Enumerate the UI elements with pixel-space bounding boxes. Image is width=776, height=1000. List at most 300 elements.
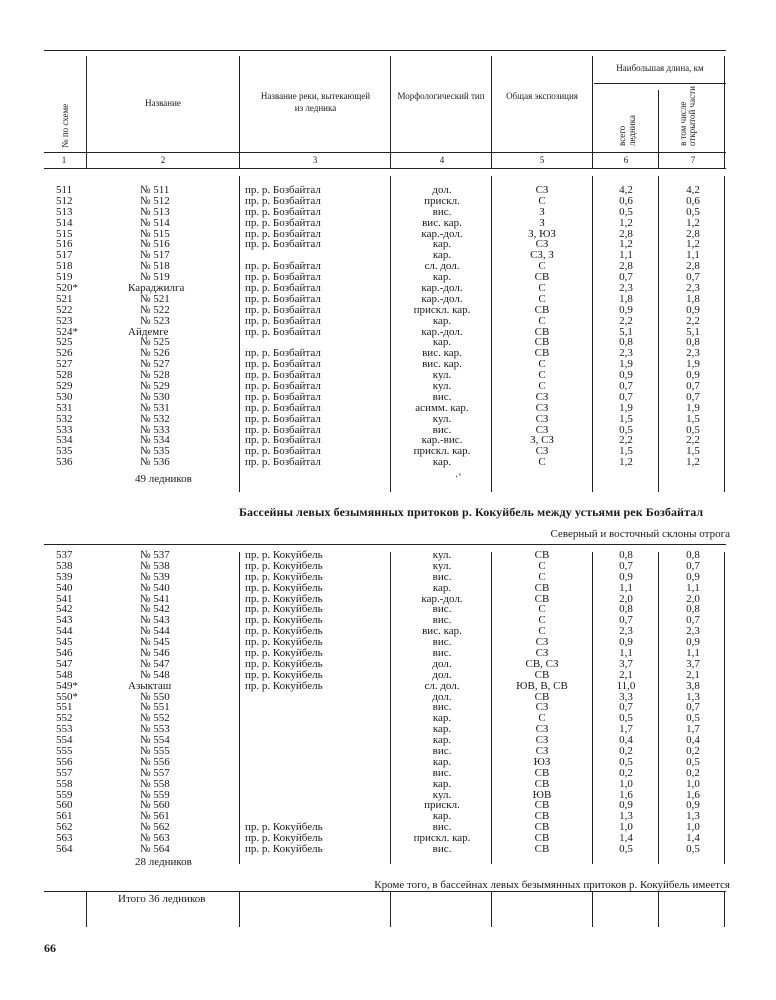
morph-type: прискл. кар. — [413, 832, 471, 845]
glacier-number: 537 — [56, 549, 73, 561]
morph-type: вис. — [432, 843, 452, 856]
glacier-number: 521 — [56, 292, 73, 305]
header-col4: Морфологический тип — [397, 91, 485, 101]
exposure: СВ — [534, 843, 550, 856]
exposure: ЮЗ — [533, 755, 551, 768]
river-name: пр. р. Кокуйбель — [245, 614, 323, 627]
table-row — [0, 348, 776, 359]
glacier-name: № 546 — [140, 647, 170, 660]
length-total: 0,5 — [619, 205, 633, 218]
length-open: 0,2 — [686, 745, 700, 758]
glacier-name: № 526 — [140, 347, 170, 360]
colnum-4: 4 — [439, 155, 445, 165]
exposure: СЗ — [535, 390, 549, 403]
total-vrule — [239, 891, 240, 927]
glacier-number: 517 — [56, 249, 73, 262]
table-row — [0, 790, 776, 801]
length-open: 0,8 — [686, 336, 700, 349]
glacier-name: № 538 — [140, 559, 170, 572]
river-name: пр. р. Кокуйбель — [245, 603, 323, 616]
length-open: 0,8 — [686, 603, 700, 616]
river-name: пр. р. Кокуйбель — [245, 559, 323, 572]
colnum-6: 6 — [623, 155, 629, 165]
glacier-number: 550* — [56, 690, 78, 703]
length-total: 1,2 — [619, 216, 633, 229]
exposure: СЗ — [535, 734, 549, 747]
glacier-name: № 559 — [140, 788, 170, 801]
glacier-number: 564 — [56, 843, 73, 856]
length-open: 0,9 — [686, 570, 700, 583]
length-open: 1,9 — [686, 401, 700, 414]
exposure: СВ — [534, 766, 550, 779]
length-total: 0,5 — [619, 712, 633, 725]
table-row — [0, 702, 776, 713]
morph-type: дол. — [432, 690, 452, 703]
glacier-name: № 518 — [140, 260, 170, 273]
total-vrule — [658, 891, 659, 927]
total-vrule — [491, 891, 492, 927]
length-open: 1,5 — [686, 412, 700, 425]
glacier-number: 540 — [56, 581, 73, 594]
section-title: Бассейны левых безымянных притоков р. Кокуйбель между устьями рек Бозбайтал — [239, 505, 704, 519]
glacier-number: 551 — [56, 701, 73, 714]
length-total: 0,9 — [619, 570, 633, 583]
total-text: Итого 36 ледников — [118, 893, 206, 905]
table-row — [0, 294, 776, 305]
river-name: пр. р. Кокуйбель — [245, 832, 323, 845]
morph-type: кар.-дол. — [421, 592, 463, 605]
length-open: 1,1 — [686, 581, 700, 594]
glacier-number: 545 — [56, 636, 73, 649]
glacier-name: № 556 — [140, 755, 170, 768]
glacier-number: 527 — [56, 358, 73, 371]
morph-type: вис. — [432, 636, 452, 649]
morph-type: прискл. кар. — [413, 445, 471, 458]
table-row — [0, 403, 776, 414]
glacier-name: № 557 — [140, 766, 170, 779]
length-total: 1,0 — [619, 821, 633, 834]
morph-type: кар.-дол. — [421, 292, 463, 305]
glacier-name: № 521 — [140, 292, 170, 305]
exposure: СВ — [534, 271, 550, 284]
table-row — [0, 779, 776, 790]
length-open: 1,2 — [686, 456, 700, 469]
exposure: СЗ — [535, 412, 549, 425]
river-name: пр. р. Бозбайтал — [245, 205, 321, 218]
morph-type: вис. — [432, 390, 452, 403]
length-open: 0,9 — [686, 799, 700, 812]
table-row — [0, 735, 776, 746]
morph-type: кар.-дол. — [421, 282, 463, 295]
glacier-number: 533 — [56, 423, 73, 436]
glacier-number: 532 — [56, 412, 73, 425]
morph-type: прискл. — [424, 799, 460, 812]
length-total: 2,3 — [619, 282, 633, 295]
river-name: пр. р. Кокуйбель — [245, 679, 323, 692]
river-name: пр. р. Бозбайтал — [245, 358, 321, 371]
table-row — [0, 583, 776, 594]
morph-type: сл. дол. — [424, 679, 460, 692]
glacier-name: № 514 — [140, 216, 170, 229]
glacier-number: 562 — [56, 821, 73, 834]
glacier-number: 513 — [56, 205, 73, 218]
exposure: СЗ — [535, 647, 549, 660]
header-vrule — [390, 56, 391, 168]
glacier-number: 511 — [56, 184, 73, 196]
glacier-number: 512 — [56, 194, 73, 207]
exposure: СВ, СЗ — [525, 657, 559, 670]
glacier-number: 522 — [56, 303, 73, 316]
table-row — [0, 370, 776, 381]
exposure: СВ — [534, 821, 550, 834]
glacier-number: 535 — [56, 445, 73, 458]
morph-type: вис. — [432, 614, 452, 627]
table-row — [0, 359, 776, 370]
exposure: СВ — [534, 336, 550, 349]
length-total: 1,8 — [619, 292, 633, 305]
length-total: 3,7 — [619, 657, 633, 670]
glacier-name: № 545 — [140, 636, 170, 649]
exposure: ЮВ — [532, 788, 552, 801]
morph-type: кар.-вис. — [421, 434, 463, 447]
length-open: 0,5 — [686, 755, 700, 768]
glacier-name: № 512 — [140, 194, 170, 207]
length-open: 2,2 — [686, 434, 700, 447]
river-name: пр. р. Бозбайтал — [245, 390, 321, 403]
total-top-rule — [44, 891, 726, 892]
header-col3: Название реки, вытекающей из ледника — [260, 91, 371, 113]
length-open: 2,2 — [686, 314, 700, 327]
glacier-name: № 513 — [140, 205, 170, 218]
length-total: 0,7 — [619, 390, 633, 403]
exposure: СЗ — [535, 636, 549, 649]
exposure: СВ — [534, 592, 550, 605]
header-col7: в том числе открытой части — [678, 86, 697, 146]
glacier-name: № 554 — [140, 734, 170, 747]
glacier-number: 546 — [56, 647, 73, 660]
length-total: 1,6 — [619, 788, 633, 801]
length-total: 0,7 — [619, 559, 633, 572]
length-open: 1,3 — [686, 810, 700, 823]
header-vrule — [239, 56, 240, 168]
river-name: пр. р. Кокуйбель — [245, 570, 323, 583]
table-row — [0, 337, 776, 348]
length-total: 1,3 — [619, 810, 633, 823]
length-total: 2,2 — [619, 314, 633, 327]
glacier-name: № 539 — [140, 570, 170, 583]
header-bottom-rule — [44, 168, 726, 169]
table-row — [0, 457, 776, 468]
table-row — [0, 713, 776, 724]
glacier-name: № 548 — [140, 668, 170, 681]
table-row — [0, 272, 776, 283]
morph-type: кар. — [432, 810, 452, 823]
length-total: 0,9 — [619, 369, 633, 382]
river-name: пр. р. Бозбайтал — [245, 369, 321, 382]
exposure: СВ — [534, 777, 550, 790]
table-row — [0, 594, 776, 605]
header-col5: Общая экспозиция — [506, 91, 578, 101]
table-row — [0, 561, 776, 572]
length-total: 1,5 — [619, 412, 633, 425]
river-name: пр. р. Бозбайтал — [245, 184, 321, 196]
glacier-name: № 528 — [140, 369, 170, 382]
length-total: 1,2 — [619, 238, 633, 251]
table-row — [0, 446, 776, 457]
exposure: С — [538, 625, 546, 638]
length-total: 0,9 — [619, 799, 633, 812]
glacier-name: № 535 — [140, 445, 170, 458]
length-open: 2,0 — [686, 592, 700, 605]
morph-type: вис. кар. — [422, 216, 462, 229]
length-total: 0,7 — [619, 614, 633, 627]
table-row — [0, 800, 776, 811]
table-row — [0, 637, 776, 648]
length-open: 0,7 — [686, 380, 700, 393]
length-open: 4,2 — [686, 184, 700, 196]
morph-type: кар.-дол. — [421, 227, 463, 240]
table-row — [0, 381, 776, 392]
header-group-rule — [594, 83, 726, 84]
morph-type: прискл. кар. — [413, 303, 471, 316]
glacier-number: 525 — [56, 336, 73, 349]
colnum-5: 5 — [539, 155, 545, 165]
length-total: 0,9 — [619, 636, 633, 649]
morph-type: кар. — [432, 723, 452, 736]
length-total: 0,7 — [619, 380, 633, 393]
glacier-name: № 515 — [140, 227, 170, 240]
table-row — [0, 392, 776, 403]
table-row — [0, 822, 776, 833]
exposure: З — [539, 205, 545, 218]
table-row — [0, 250, 776, 261]
exposure: СЗ — [535, 701, 549, 714]
glacier-name: № 563 — [140, 832, 170, 845]
glacier-name: № 523 — [140, 314, 170, 327]
river-name: пр. р. Кокуйбель — [245, 592, 323, 605]
glacier-name: № 525 — [140, 336, 170, 349]
block2-summary: 28 ледников — [135, 856, 192, 868]
glacier-name: № 561 — [140, 810, 170, 823]
glacier-number: 555 — [56, 745, 73, 758]
length-total: 0,5 — [619, 423, 633, 436]
morph-type: кул. — [432, 788, 452, 801]
exposure: С — [538, 712, 546, 725]
length-total: 0,6 — [619, 194, 633, 207]
length-total: 1,0 — [619, 777, 633, 790]
exposure: С — [538, 314, 546, 327]
length-open: 3,7 — [686, 657, 700, 670]
length-open: 0,5 — [686, 205, 700, 218]
length-open: 0,7 — [686, 390, 700, 403]
glacier-name: № 527 — [140, 358, 170, 371]
morph-type: кар. — [432, 238, 452, 251]
length-total: 0,2 — [619, 745, 633, 758]
river-name: пр. р. Бозбайтал — [245, 260, 321, 273]
length-open: 0,5 — [686, 843, 700, 856]
morph-type: вис. — [432, 205, 452, 218]
table-row — [0, 239, 776, 250]
length-open: 0,7 — [686, 701, 700, 714]
glacier-number: 538 — [56, 559, 73, 572]
table-row — [0, 648, 776, 659]
glacier-name: № 555 — [140, 745, 170, 758]
length-open: 0,5 — [686, 712, 700, 725]
table-block-2 — [0, 550, 776, 855]
length-open: 0,5 — [686, 423, 700, 436]
glacier-number: 536 — [56, 456, 73, 469]
glacier-name: № 542 — [140, 603, 170, 616]
glacier-name: № 560 — [140, 799, 170, 812]
glacier-name: Караджилга — [128, 282, 185, 295]
exposure: С — [538, 380, 546, 393]
colnum-7: 7 — [690, 155, 696, 165]
length-total: 1,1 — [619, 249, 633, 262]
exposure: СЗ — [535, 423, 549, 436]
exposure: С — [538, 260, 546, 273]
table-row — [0, 615, 776, 626]
river-name: пр. р. Бозбайтал — [245, 194, 321, 207]
header-top-rule — [44, 50, 726, 51]
exposure: С — [538, 456, 546, 469]
glacier-number: 553 — [56, 723, 73, 736]
glacier-name: № 530 — [140, 390, 170, 403]
glacier-name: № 540 — [140, 581, 170, 594]
river-name: пр. р. Кокуйбель — [245, 625, 323, 638]
glacier-name: № 541 — [140, 592, 170, 605]
exposure: С — [538, 358, 546, 371]
table-row — [0, 659, 776, 670]
total-vrule — [86, 891, 87, 927]
length-total: 0,8 — [619, 549, 633, 561]
glacier-name: № 558 — [140, 777, 170, 790]
glacier-name: № 522 — [140, 303, 170, 316]
table-row — [0, 768, 776, 779]
glacier-number: 556 — [56, 755, 73, 768]
table-row — [0, 844, 776, 855]
length-open: 1,2 — [686, 216, 700, 229]
length-total: 1,1 — [619, 647, 633, 660]
morph-type: асимм. кар. — [415, 401, 469, 414]
river-name: пр. р. Бозбайтал — [245, 271, 321, 284]
mark: ·ʻ — [455, 472, 462, 483]
exposure: СЗ — [535, 723, 549, 736]
header-vrule — [658, 90, 659, 168]
morph-type: дол. — [432, 657, 452, 670]
colnum-3: 3 — [312, 155, 318, 165]
colnum-2: 2 — [160, 155, 166, 165]
length-open: 1,6 — [686, 788, 700, 801]
river-name: пр. р. Кокуйбель — [245, 581, 323, 594]
glacier-number: 523 — [56, 314, 73, 327]
length-open: 1,1 — [686, 249, 700, 262]
exposure: СВ — [534, 799, 550, 812]
block2-top-rule — [44, 544, 726, 545]
morph-type: кул. — [432, 380, 452, 393]
glacier-name: № 517 — [140, 249, 170, 262]
glacier-number: 543 — [56, 614, 73, 627]
exposure: СЗ — [535, 184, 549, 196]
river-name: пр. р. Бозбайтал — [245, 292, 321, 305]
morph-type: кул. — [432, 369, 452, 382]
glacier-name: № 553 — [140, 723, 170, 736]
length-total: 4,2 — [619, 184, 633, 196]
glacier-number: 561 — [56, 810, 73, 823]
length-total: 0,4 — [619, 734, 633, 747]
glacier-number: 526 — [56, 347, 73, 360]
exposure: СВ — [534, 303, 550, 316]
length-total: 1,9 — [619, 358, 633, 371]
table-row — [0, 283, 776, 294]
exposure: СВ — [534, 325, 550, 338]
glacier-number: 524* — [56, 325, 78, 338]
length-open: 0,9 — [686, 369, 700, 382]
length-total: 2,3 — [619, 347, 633, 360]
length-open: 0,8 — [686, 549, 700, 561]
table-row — [0, 550, 776, 561]
morph-type: сл. дол. — [424, 260, 460, 273]
morph-type: кар. — [432, 271, 452, 284]
total-vrule — [592, 891, 593, 927]
glacier-number: 548 — [56, 668, 73, 681]
length-total: 1,4 — [619, 832, 633, 845]
glacier-number: 528 — [56, 369, 73, 382]
table-row — [0, 724, 776, 735]
morph-type: кул. — [432, 549, 452, 561]
morph-type: вис. — [432, 603, 452, 616]
header-col1: № по схеме — [60, 103, 70, 148]
length-total: 1,5 — [619, 445, 633, 458]
exposure: С — [538, 614, 546, 627]
length-open: 1,0 — [686, 821, 700, 834]
river-name: пр. р. Бозбайтал — [245, 303, 321, 316]
table-row — [0, 414, 776, 425]
length-open: 2,8 — [686, 227, 700, 240]
glacier-number: 557 — [56, 766, 73, 779]
glacier-name: № 532 — [140, 412, 170, 425]
glacier-name: № 533 — [140, 423, 170, 436]
river-name: пр. р. Кокуйбель — [245, 668, 323, 681]
table-row — [0, 626, 776, 637]
table-row — [0, 425, 776, 436]
river-name: пр. р. Бозбайтал — [245, 347, 321, 360]
exposure: С — [538, 559, 546, 572]
glacier-number: 531 — [56, 401, 73, 414]
table-row — [0, 196, 776, 207]
table-row — [0, 218, 776, 229]
table-row — [0, 692, 776, 703]
length-total: 2,3 — [619, 625, 633, 638]
exposure: СВ — [534, 581, 550, 594]
table-row — [0, 229, 776, 240]
header-vrule — [724, 56, 725, 168]
morph-type: вис. — [432, 647, 452, 660]
river-name: пр. р. Бозбайтал — [245, 434, 321, 447]
length-total: 0,8 — [619, 603, 633, 616]
length-total: 2,8 — [619, 227, 633, 240]
length-total: 1,7 — [619, 723, 633, 736]
length-open: 1,8 — [686, 292, 700, 305]
river-name: пр. р. Кокуйбель — [245, 843, 323, 856]
length-open: 3,8 — [686, 679, 700, 692]
river-name: пр. р. Бозбайтал — [245, 227, 321, 240]
morph-type: кар. — [432, 456, 452, 469]
table-row — [0, 185, 776, 196]
river-name: пр. р. Бозбайтал — [245, 380, 321, 393]
morph-type: вис. — [432, 745, 452, 758]
glacier-number: 534 — [56, 434, 73, 447]
morph-type: вис. кар. — [422, 625, 462, 638]
